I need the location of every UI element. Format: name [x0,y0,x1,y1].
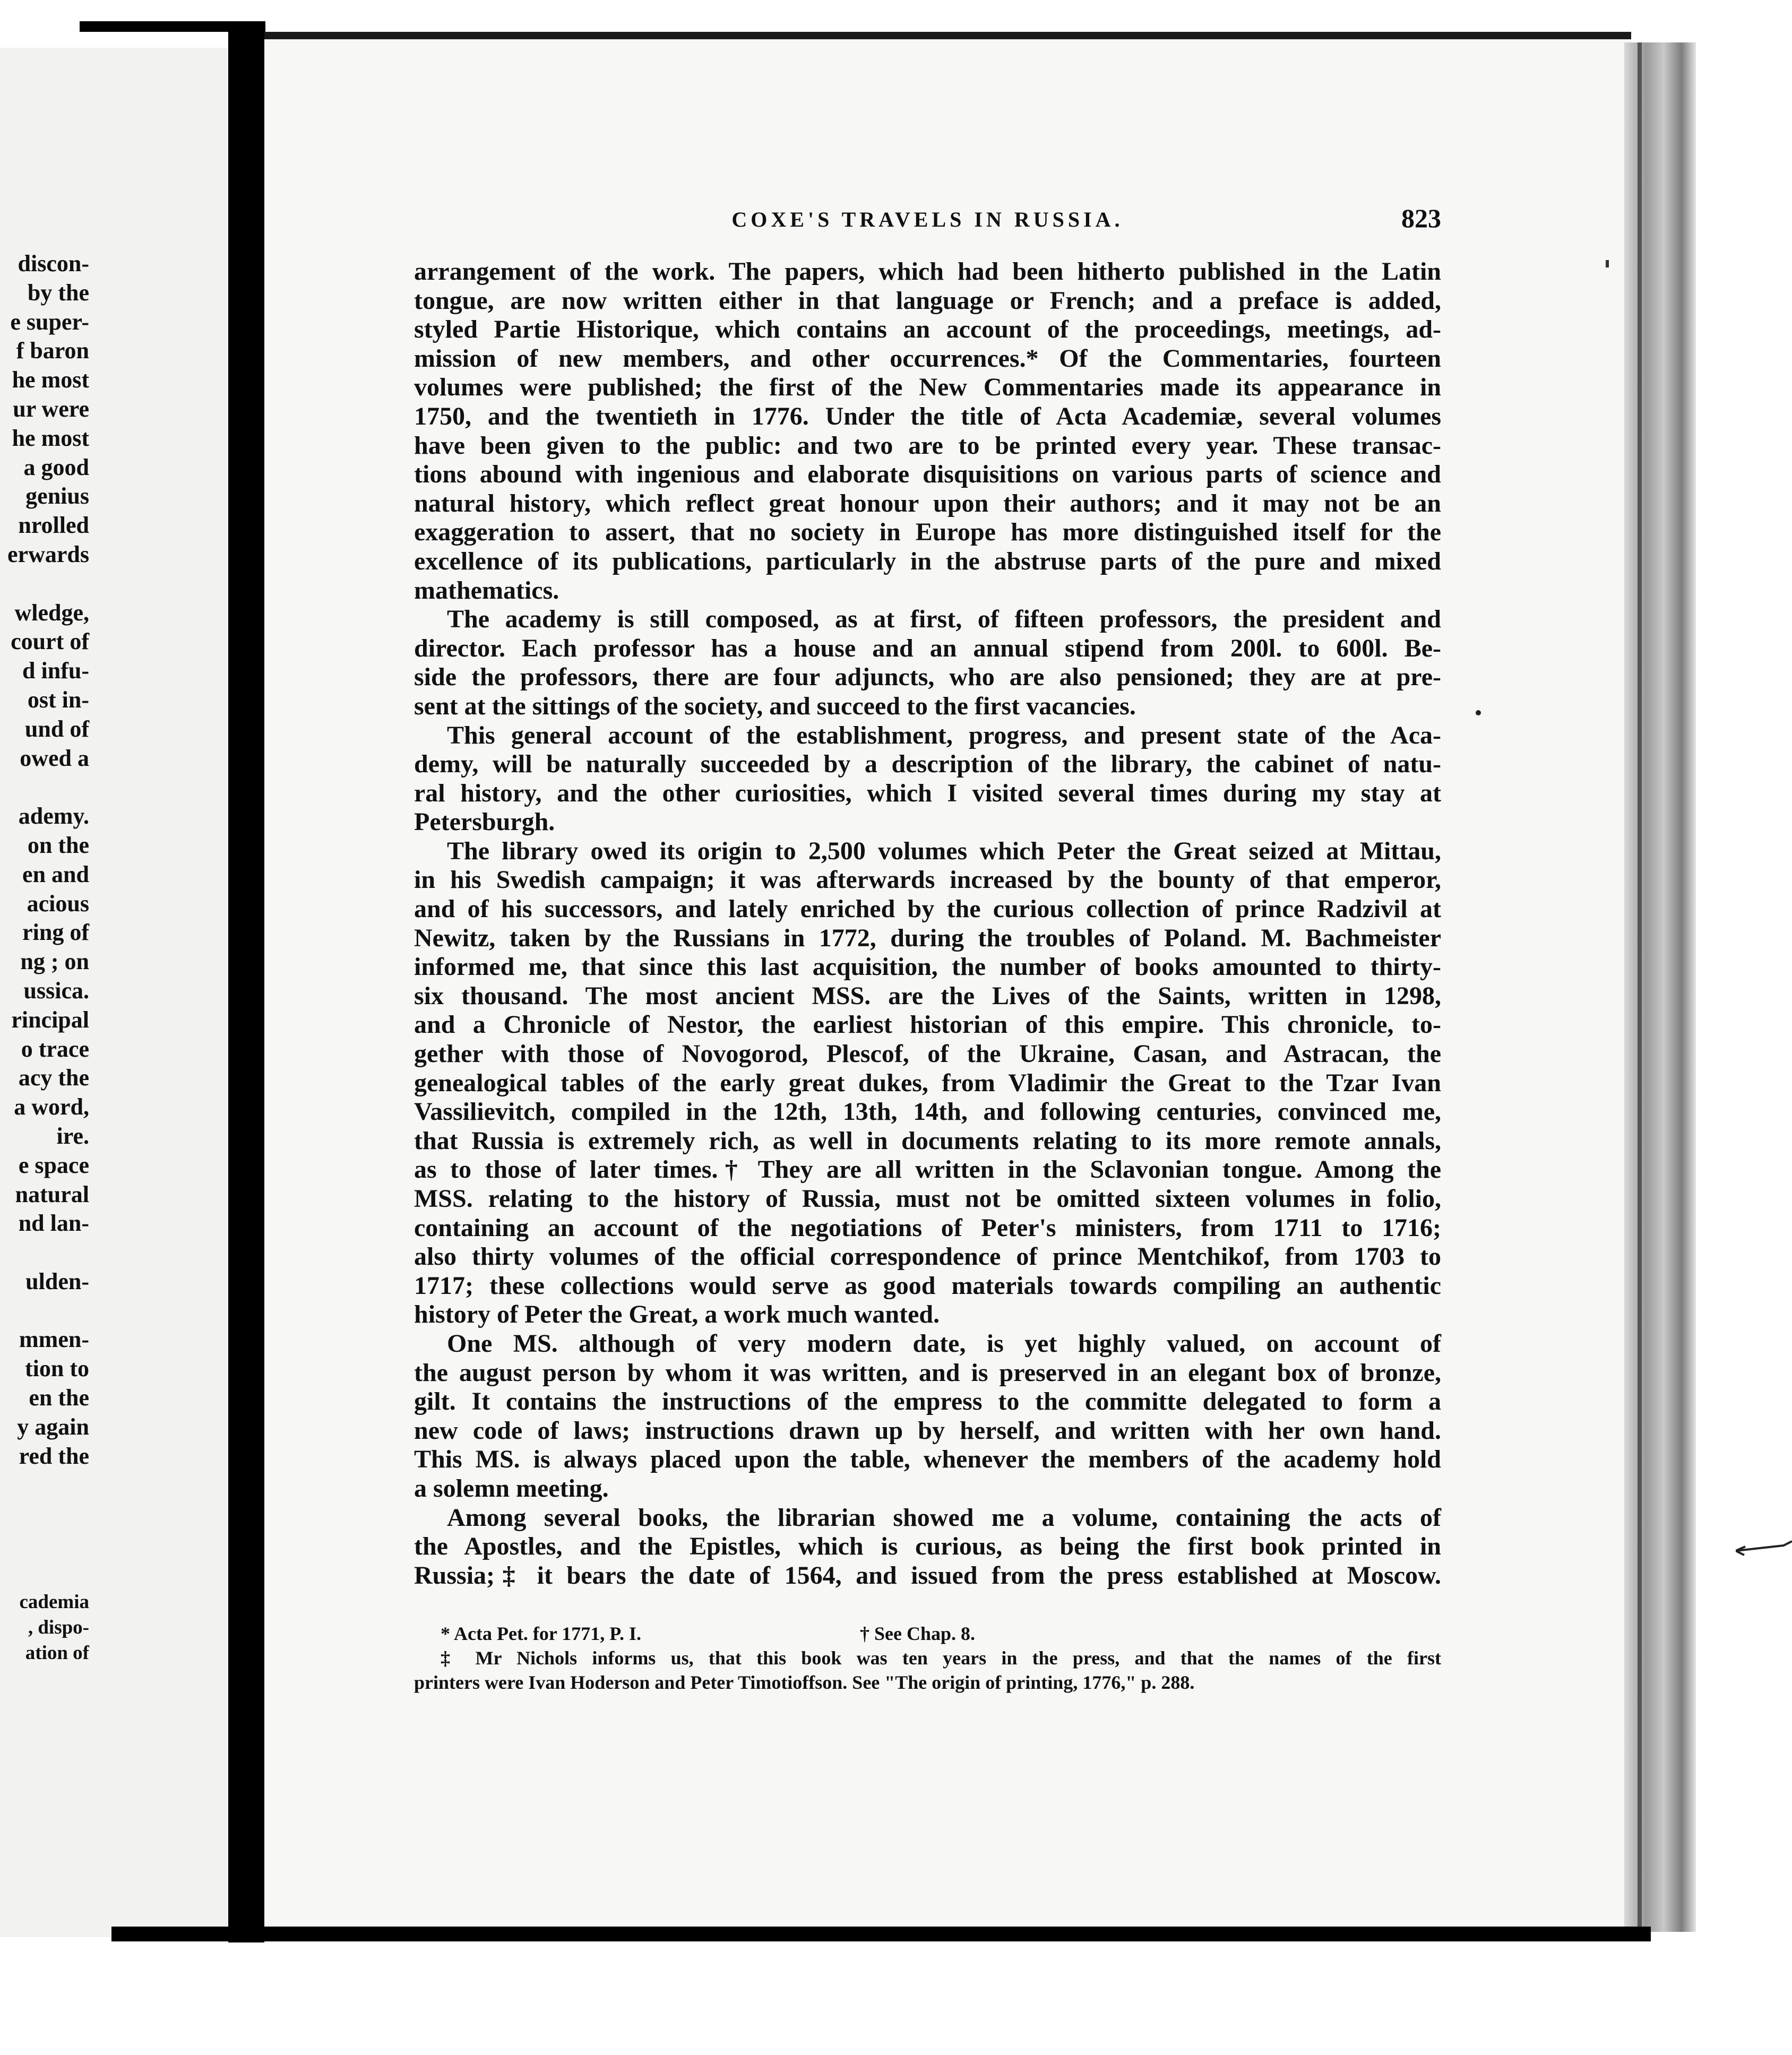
left-text-line: en the [29,1385,89,1411]
left-text-line [7,1297,89,1326]
text-line: mission of new members, and other occurrences.* Of the Commentaries, fourteen [414,344,1441,373]
left-text-line: ulden- [25,1268,89,1294]
text-line: history of Peter the Great, a work much wanted. [414,1300,940,1329]
text-line: Petersburgh. [414,808,555,836]
left-note-line: cademia [19,1591,89,1613]
text-line: the Apostles, and the Epistles, which is curious, as being the first book printed in [414,1532,1441,1561]
text-line: and of his successors, and lately enriched by the curious collection of prince Radzivil at [414,895,1441,923]
page-number: 823 [1401,203,1441,233]
left-page-text [7,249,89,1471]
text-line: The academy is still composed, as at first, of fifteen professors, the president and [447,605,1441,634]
left-text-line: o trace [21,1035,89,1062]
left-page-fragment [0,48,228,1937]
left-text-line: y again [17,1413,89,1440]
left-text-line: he most [12,425,89,451]
text-line: One MS. although of very modern date, is yet highly valued, on account of [447,1329,1441,1358]
left-text-line: nrolled [18,512,89,539]
margin-pencil-mark [1736,1539,1792,1560]
text-line: tions abound with ingenious and elaborate disquisitions on various parts of science and [414,460,1441,489]
text-line: six thousand. The most ancient MSS. are the Lives of the Saints, written in 1298, [414,981,1441,1010]
footnote-line [414,1621,1441,1646]
margin-dot [1476,710,1481,715]
left-text-line: e space [18,1152,89,1178]
left-text-line: tion to [25,1355,89,1382]
text-line: 1717; these collections would serve as good materials towards compiling an authentic [414,1271,1441,1300]
left-text-line: on the [27,832,89,858]
left-text-line: ost in- [27,686,89,713]
left-text-line: e super- [10,308,89,335]
left-note-line: , dispo- [28,1617,89,1638]
margin-tick [1606,260,1609,267]
text-line: as to those of later times.† They are all written in the Sclavonian tongue. Among the [414,1155,1441,1184]
left-text-line: f baron [16,338,89,364]
text-line: arrangement of the work. The papers, which had been hitherto published in the Latin [414,257,1441,286]
footnote-chap: † See Chap. 8. [860,1623,976,1644]
page-header [414,203,1441,244]
text-line: Newitz, taken by the Russians in 1772, during the troubles of Poland. M. Bachmeister [414,923,1441,952]
left-text-line: ademy. [18,803,89,830]
left-text-line: a good [23,454,89,480]
text-line: The library owed its origin to 2,500 volumes which Peter the Great seized at Mittau, [447,836,1441,865]
left-text-line: ur were [13,395,89,422]
text-line: informed me, that since this last acquisition, the number of books amounted to thirty- [414,953,1441,981]
text-line: Vassilievitch, compiled in the 12th, 13th, 14th, and following centuries, convinced me, [414,1098,1441,1126]
text-line: also thirty volumes of the official correspondence of prince Mentchikof, from 1703 to [414,1242,1441,1271]
text-line: Russia;‡ it bears the date of 1564, and issued from the press established at Moscow. [414,1561,1441,1590]
text-line: and a Chronicle of Nestor, the earliest historian of this empire. This chronicle, to- [414,1011,1441,1039]
left-text-line: nd lan- [18,1210,89,1237]
text-line: have been given to the public: and two are to be printed every year. These transac- [414,431,1441,460]
text-line: This general account of the establishment, progress, and present state of the Aca- [447,721,1441,749]
left-text-line: ring of [22,919,89,946]
footnote-nichols-line1: ‡ Mr Nichols informs us, that this book was ten years in the press, and that the names of the first [441,1647,1441,1669]
left-text-line: a word, [14,1094,89,1120]
main-text [414,257,1441,1590]
binding-bottom-shadow [111,1927,1651,1941]
left-text-line: d infu- [22,658,89,684]
text-line: in his Swedish campaign; it was afterwards increased by the bounty of that emperor, [414,866,1441,894]
left-text-line: discon- [18,251,89,277]
text-line: a solemn meeting. [414,1474,609,1503]
text-line: director. Each professor has a house and an annual stipend from 200l. to 600l. Be- [414,634,1441,662]
left-note-line: ation of [25,1642,89,1664]
text-line: genealogical tables of the early great dukes, from Vladimir the Great to the Tzar Ivan [414,1068,1441,1097]
left-text-line [7,569,89,599]
left-text-line: wledge, [14,599,89,626]
text-line: demy, will be naturally succeeded by a description of the library, the cabinet of natu- [414,750,1441,779]
left-text-line: genius [25,483,89,510]
left-text-line: ussica. [23,977,89,1004]
left-text-line [7,773,89,802]
text-line: excellence of its publications, particularly in the abstruse parts of the pure and mixed [414,547,1441,575]
left-text-line: ng ; on [20,948,89,975]
page-edge-line [1638,42,1642,1932]
text-line: sent at the sittings of the society, and succeed to the first vacancies. [414,692,1136,720]
left-text-line [7,1238,89,1267]
left-text-line: court of [11,628,89,655]
footnotes [414,1621,1441,1695]
text-line: Among several books, the librarian showed me a volume, containing the acts of [447,1503,1441,1532]
left-text-line: by the [27,279,89,306]
text-line: that Russia is extremely rich, as well in documents relating to its more remote annals, [414,1126,1441,1155]
left-page-footnotes [19,1590,89,1666]
footnote-nichols-line2: printers were Ivan Hoderson and Peter Timotioffson. See "The origin of printing, 1776," p. 288. [414,1672,1195,1693]
left-text-line: en and [22,861,89,887]
page-edge-shadow [1624,42,1696,1932]
text-line: side the professors, there are four adjuncts, who are also pensioned; they are at pre- [414,663,1441,692]
footnote-acta: * Acta Pet. for 1771, P. I. [441,1623,641,1644]
text-line: MSS. relating to the history of Russia, must not be omitted sixteen volumes in folio, [414,1185,1441,1213]
left-text-line: und of [24,715,89,742]
left-text-line: ire. [56,1123,89,1149]
text-line: mathematics. [414,576,559,605]
left-text-line: natural [15,1181,89,1207]
text-line: gether with those of Novogorod, Plescof, of the Ukraine, Casan, and Astracan, the [414,1040,1441,1068]
left-text-line: he most [12,367,89,393]
text-line: styled Partie Historique, which contains an account of the proceedings, meetings, ad- [414,315,1441,344]
text-line: containing an account of the negotiations of Peter's ministers, from 1711 to 1716; [414,1213,1441,1242]
text-line: 1750, and the twentieth in 1776. Under the title of Acta Academiæ, several volumes [414,402,1441,430]
text-line: the august person by whom it was written, and is preserved in an elegant box of bronze, [414,1358,1441,1387]
text-line: natural history, which reflect great honour upon their authors; and it may not be an [414,489,1441,517]
left-text-line: mmen- [19,1326,89,1353]
book-gutter [228,21,264,1942]
text-line: This MS. is always placed upon the table, whenever the members of the academy hold [414,1445,1441,1474]
running-head: COXE'S TRAVELS IN RUSSIA. [731,208,1124,231]
left-text-line: erwards [7,541,89,567]
text-line: new code of laws; instructions drawn up by herself, and written with her own hand. [414,1416,1441,1445]
text-line: tongue, are now written either in that language or French; and a preface is added, [414,286,1441,315]
left-text-line: red the [19,1443,89,1469]
left-text-line: owed a [20,745,89,771]
text-line: exaggeration to assert, that no society in Europe has more distinguished itself for the [414,518,1441,547]
left-text-line: acy the [18,1065,89,1091]
text-line: ral history, and the other curiosities, which I visited several times during my stay at [414,779,1441,807]
left-text-line: acious [27,890,89,917]
left-text-line: rincipal [11,1006,89,1033]
text-line: gilt. It contains the instructions of the empress to the committe delegated to form a [414,1387,1441,1416]
text-line: volumes were published; the first of the New Commentaries made its appearance in [414,373,1441,402]
